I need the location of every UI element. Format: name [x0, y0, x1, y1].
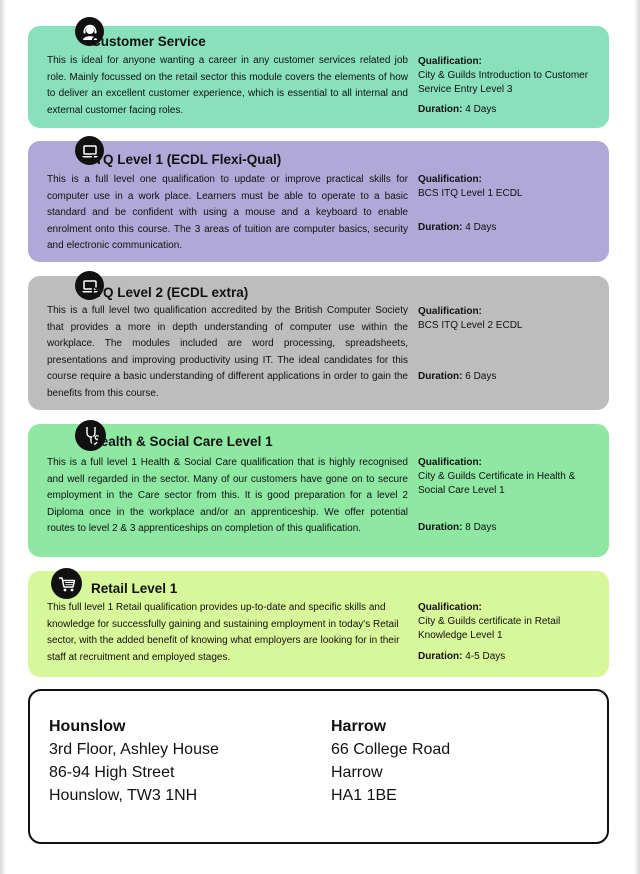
duration-label: Duration:: [418, 522, 463, 533]
qualification-value: City & Guilds Certificate in Health & Social Care Level 1: [418, 471, 576, 496]
qualification-label: Qualification:: [418, 306, 482, 317]
duration-label: Duration:: [418, 651, 463, 662]
address-harrow: [331, 715, 450, 807]
address-line: Hounslow, TW3 1NH: [49, 787, 198, 804]
course-description: This is a full level two qualification accredited by the British Computer Society that provides a more in depth understanding of computer use within the workplace. The modules included are word processing, spreadsheets, presentations and improving productivity using IT. The ideal candidates for this course require a basic understanding of different applications in order to gain the benefits from this course.: [47, 305, 408, 399]
course-duration: [418, 222, 496, 233]
duration-label: Duration:: [418, 371, 463, 382]
qualification-value: BCS ITQ Level 2 ECDL: [418, 320, 523, 331]
course-qualification: [418, 456, 598, 498]
course-duration: [418, 104, 496, 115]
course-title: Retail Level 1: [91, 581, 178, 596]
address-hounslow: [49, 715, 219, 807]
course-description: This is a full level one qualification to update or improve practical skills for computer use in a work place. Learners must be able to operate to a basic standard and be confident with using a mouse and a keyboard to enable enrolment onto this course. The 3 areas of tuition are computer basics, security and electronic communication.: [47, 174, 408, 252]
duration-label: Duration:: [418, 104, 463, 115]
course-qualification: [418, 173, 598, 201]
course-qualification: [418, 305, 598, 333]
address-line: HA1 1BE: [331, 787, 397, 804]
address-name: Harrow: [331, 718, 387, 735]
duration-value: 6 Days: [465, 371, 497, 382]
qualification-value: City & Guilds certificate in Retail Knowledge Level 1: [418, 616, 561, 641]
course-qualification: [418, 55, 598, 97]
course-card-retail-level-1: [28, 571, 609, 677]
course-description: This is ideal for anyone wanting a career in any customer services related job role. Mainly focussed on the retail sector this module covers the elements of how to deliver an excellent customer experience, which is essential to all internal and external customer facing roles.: [47, 55, 408, 116]
address-line: 3rd Floor, Ashley House: [49, 741, 219, 758]
duration-value: 4 Days: [465, 222, 497, 233]
course-duration: [418, 522, 496, 533]
duration-value: 4 Days: [465, 104, 497, 115]
course-card-health-social-care: [28, 424, 609, 557]
qualification-label: Qualification:: [418, 56, 482, 67]
address-name: Hounslow: [49, 718, 126, 735]
address-line: 86-94 High Street: [49, 764, 175, 781]
address-line: Harrow: [331, 764, 383, 781]
duration-label: Duration:: [418, 222, 463, 233]
page-edge-left: [0, 0, 6, 874]
qualification-value: City & Guilds Introduction to Customer Service Entry Level 3: [418, 70, 589, 95]
duration-value: 4-5 Days: [465, 651, 506, 662]
qualification-label: Qualification:: [418, 457, 482, 468]
page-edge-right: [634, 0, 640, 874]
course-duration: [418, 371, 496, 382]
address-box: [28, 689, 609, 844]
qualification-value: BCS ITQ Level 1 ECDL: [418, 188, 523, 199]
address-line: 66 College Road: [331, 741, 451, 758]
qualification-label: Qualification:: [418, 174, 482, 185]
course-duration: [418, 651, 505, 662]
duration-value: 8 Days: [465, 522, 497, 533]
course-description: This is a full level 1 Health & Social Care qualification that is highly recognised and well regarded in the sector. Many of our customers have gone on to secure employment in the Care sector from this. It is good preparation for a level 2 Diploma once in the workplace and/or an apprenticeship. We offer potential routes to level 2 & 3 apprenticeships on completion of this qualification.: [47, 457, 408, 535]
course-title: Health & Social Care Level 1: [91, 434, 273, 449]
shopping-cart-icon: [51, 568, 82, 599]
course-qualification: [418, 601, 598, 643]
course-title: ITQ Level 1 (ECDL Flexi-Qual): [91, 152, 282, 167]
course-card-itq-level-2: [28, 276, 609, 410]
course-title: Customer Service: [91, 34, 206, 49]
qualification-label: Qualification:: [418, 602, 482, 613]
course-card-customer-service: [28, 26, 609, 128]
course-title: ITQ Level 2 (ECDL extra): [91, 285, 249, 300]
course-description: This full level 1 Retail qualification provides up-to-date and specific skills and knowledge for successfully gaining and sustaining employment in today's Retail sector, with the added benefit of knowing what employers are looking for in their staff at recruitment and employed stages.: [47, 602, 400, 663]
course-card-itq-level-1: [28, 141, 609, 262]
